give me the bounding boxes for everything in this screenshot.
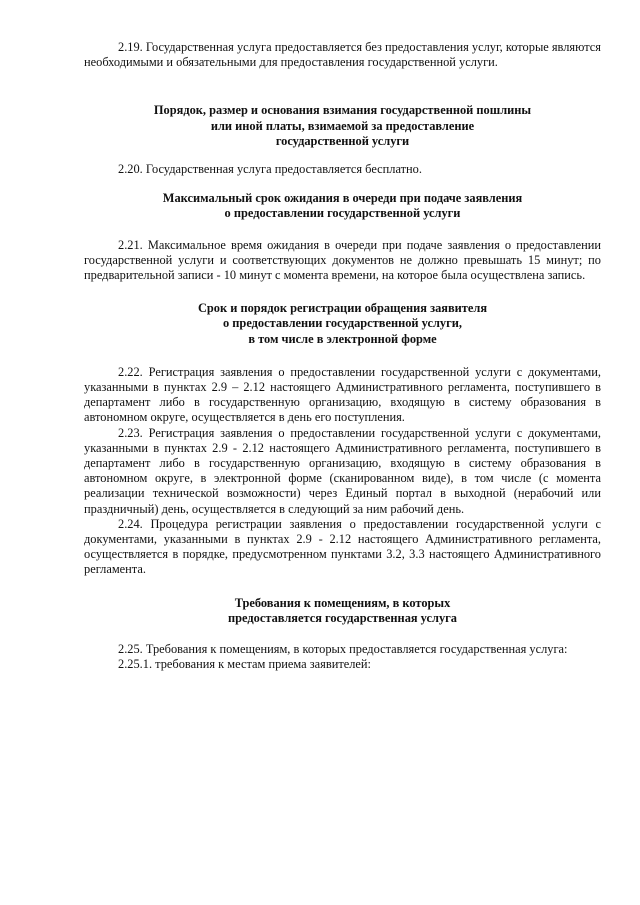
section-heading-wait xyxy=(84,191,601,221)
heading-line: государственной услуги xyxy=(275,133,410,148)
heading-line: Требования к помещениям, в которых xyxy=(234,595,451,610)
paragraph-2-21: 2.21. Максимальное время ожидания в очереди при подаче заявления о предоставлении государственной услуги и соответствующих документов не должно превышать 15 минут; по предварительной записи - 10 минут с момента времени, на которое была осуществлена запись. xyxy=(84,237,601,283)
section-heading-registration xyxy=(84,301,601,347)
heading-line: или иной платы, взимаемой за предоставление xyxy=(210,118,475,133)
heading-line: Порядок, размер и основания взимания государственной пошлины xyxy=(153,103,532,118)
heading-line: предоставляется государственная услуга xyxy=(228,610,457,625)
paragraph-2-20: 2.20. Государственная услуга предоставляется бесплатно. xyxy=(118,162,422,177)
heading-line: Максимальный срок ожидания в очереди при подаче заявления xyxy=(162,191,523,206)
paragraph-2-25: 2.25. Требования к помещениям, в которых предоставляется государственная услуга: xyxy=(118,642,568,657)
paragraph-2-23: 2.23. Регистрация заявления о предоставлении государственной услуги с документами, указанными в пунктах 2.9 - 2.12 настоящего Административного регламента, поступившего в департамент либо в государственную организацию, входящую в систему образования в автономном округе, в электронной форме (сканированном виде), в том числе (с момента реализации технической возможности) через Единый портал в выходной (нерабочий или праздничный) день, осуществляется в следующий за ним рабочий день. xyxy=(84,425,601,516)
heading-line: в том числе в электронной форме xyxy=(248,331,437,346)
heading-line: о предоставлении государственной услуги xyxy=(224,206,461,221)
heading-line: Срок и порядок регистрации обращения заявителя xyxy=(197,301,488,316)
paragraph-2-25-1: 2.25.1. требования к местам приема заявителей: xyxy=(118,657,372,672)
paragraph-2-22: 2.22. Регистрация заявления о предоставлении государственной услуги с документами, указанными в пунктах 2.9 – 2.12 настоящего Административного регламента, поступившего в департамент либо в государственную организацию, входящую в систему образования в автономном округе, осуществляется в день его поступления. xyxy=(84,364,601,425)
section-heading-fee xyxy=(84,103,601,149)
heading-line: о предоставлении государственной услуги, xyxy=(223,316,462,331)
section-heading-premises xyxy=(84,596,601,626)
paragraph-2-19: 2.19. Государственная услуга предоставляется без предоставления услуг, которые являются необходимыми и обязательными для предоставления государственной услуги. xyxy=(84,40,601,70)
document-page xyxy=(84,40,601,673)
paragraph-2-24: 2.24. Процедура регистрации заявления о предоставлении государственной услуги с документами, указанными в пунктах 2.9 - 2.12 настоящего Административного регламента, осуществляется в порядке, предусмотренном пунктами 3.2, 3.3 настоящего Административного регламента. xyxy=(84,516,601,577)
